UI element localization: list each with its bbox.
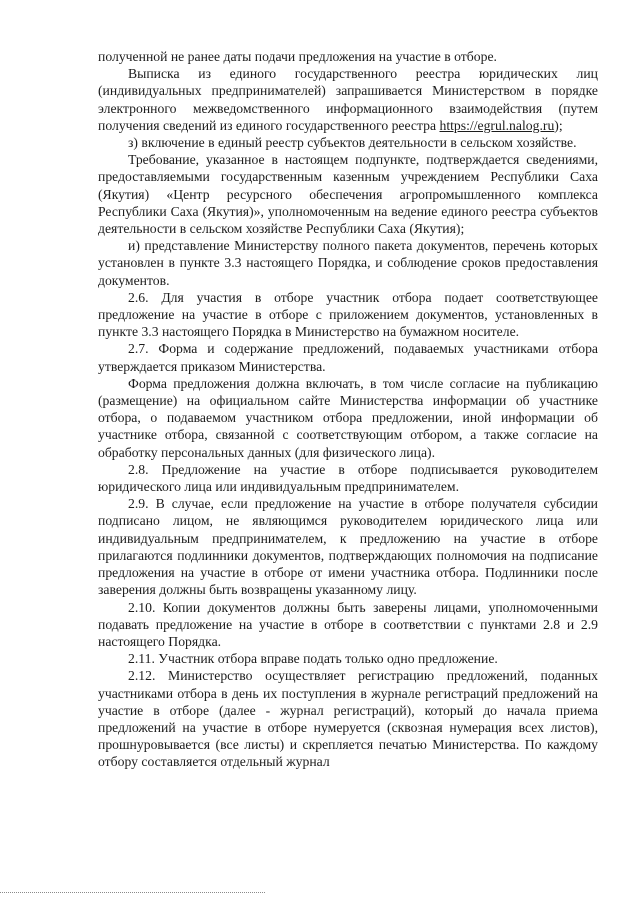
paragraph-egrul-text: Выписка из единого государственного реестра юридических лиц (индивидуальных предпринимателей) запрашивается Министерством в порядке электронного межведомственного информационного взаимодействия (путем получения сведений из единого государственного реестра: [98, 66, 598, 133]
paragraph-2-9: 2.9. В случае, если предложение на участие в отборе получателя субсидии подписано лицом, не являющимся руководителем юридического лица или индивидуальным предпринимателем, к предложению на участие в отборе прилагаются подлинники документов, подтверждающих полномочия на подписание предложения на участие в отборе от имени участника отбора. Подлинники после заверения должны быть возвращены указанному лицу.: [98, 496, 598, 598]
paragraph-2-6: 2.6. Для участия в отборе участник отбора подает соответствующее предложение на участие в отборе с приложением документов, установленных в пункте 3.3 настоящего Порядка в Министерство на бумажном носителе.: [98, 289, 598, 340]
egrul-link[interactable]: https://egrul.nalog.ru: [439, 117, 555, 133]
paragraph-2-7: 2.7. Форма и содержание предложений, подаваемых участниками отбора утверждается приказом Министерства.: [98, 341, 598, 374]
paragraph-2-8: 2.8. Предложение на участие в отборе подписывается руководителем юридического лица или индивидуальным предпринимателем.: [98, 461, 598, 495]
document-body: [98, 48, 598, 771]
paragraph-2-10: 2.10. Копии документов должны быть заверены лицами, уполномоченными подавать предложение на участие в отборе в соответствии с пунктами 2.8 и 2.9 настоящего Порядка.: [98, 599, 598, 649]
paragraph-egrul-tail: );: [554, 117, 563, 133]
paragraph-form-content: Форма предложения должна включать, в том числе согласие на публикацию (размещение) на официальном сайте Министерства информации об участнике отбора, о подаваемом участником отбора предложении, иной информации об участнике отбора, связанной с соответствующим отбором, а также согласие на обработку персональных данных (для физического лица).: [98, 375, 598, 460]
paragraph-egrul-extract: [98, 65, 598, 134]
paragraph-2-12: 2.12. Министерство осуществляет регистрацию предложений, поданных участниками отбора в день их поступления в журнале регистраций предложений на участие в отборе (далее - журнал регистраций), который до начала приема предложений на участие в отборе нумеруется (сквозная нумерация всех листов), прошнуровывается (все листы) и скрепляется печатью Министерства. По каждому отбору составляется отдельный журнал: [98, 668, 598, 770]
footer-rule: [0, 892, 265, 893]
paragraph-item-i: и) представление Министерству полного пакета документов, перечень которых установлен в пункте 3.3 настоящего Порядка, и соблюдение сроков предоставления документов.: [98, 238, 598, 288]
paragraph-item-z: з) включение в единый реестр субъектов деятельности в сельском хозяйстве.: [128, 135, 577, 151]
paragraph-continuation: полученной не ранее даты подачи предложения на участие в отборе.: [98, 49, 497, 64]
paragraph-requirement: Требование, указанное в настоящем подпункте, подтверждается сведениями, предоставляемыми государственным казенным учреждением Республики Саха (Якутия) «Центр ресурсного обеспечения агропромышленного комплекса Республики Саха (Якутия)», уполномоченным на ведение единого реестра субъектов деятельности в сельском хозяйстве Республики Саха (Якутия);: [98, 152, 598, 237]
paragraph-2-11: 2.11. Участник отбора вправе подать только одно предложение.: [128, 651, 498, 667]
